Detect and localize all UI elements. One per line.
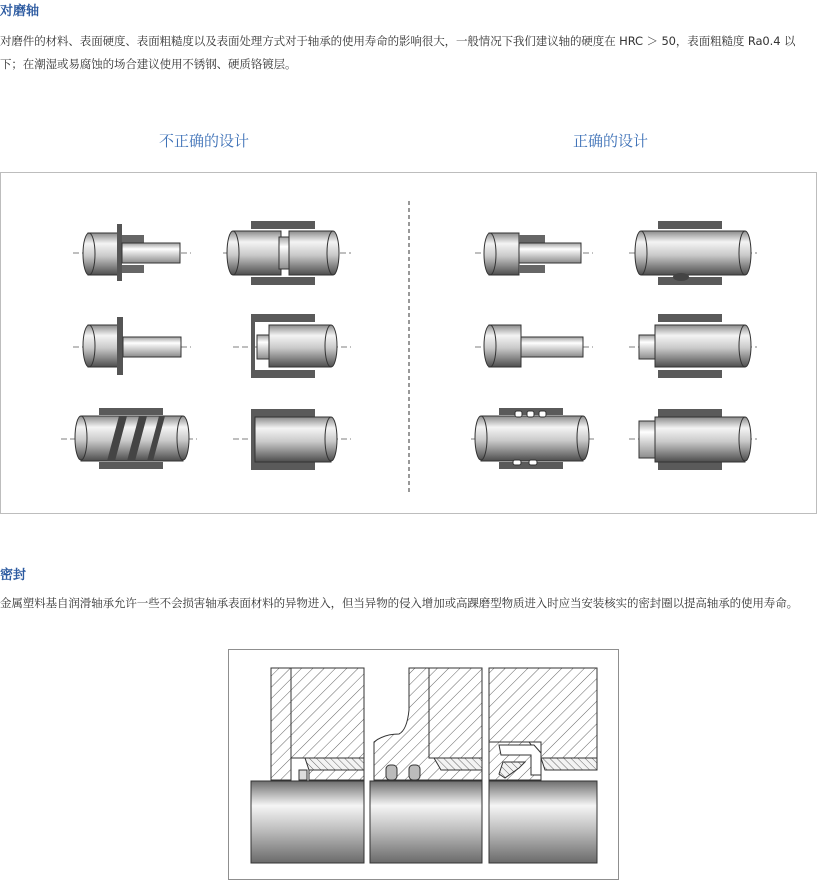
incorrect-shaft-split-sleeve [223, 221, 351, 285]
correct-shaft-flange-long [475, 325, 593, 367]
seal-variant-2 [370, 668, 482, 863]
correct-shaft-stepped-journal [629, 409, 757, 470]
seal-variant-1 [251, 668, 364, 863]
correct-shaft-sleeve-with-lube [629, 221, 757, 285]
shaft-design-figure [0, 172, 817, 514]
correct-shaft-stepped-housing [629, 314, 757, 378]
seal-variant-3 [489, 668, 597, 863]
section-title-mating-shaft: 对磨轴 [0, 4, 40, 19]
incorrect-shaft-stepped-housing [233, 314, 351, 378]
incorrect-shaft-flange-long [73, 317, 191, 375]
caption-correct-design: 正确的设计 [573, 132, 649, 150]
correct-shaft-lube-pockets [471, 408, 597, 469]
caption-incorrect-design: 不正确的设计 [159, 132, 250, 150]
incorrect-shaft-blind-housing [233, 409, 351, 470]
section-title-seal: 密封 [0, 568, 27, 583]
seal-figure [228, 649, 619, 880]
incorrect-shaft-helical-groove [61, 408, 197, 469]
correct-shaft-flange-short [475, 233, 593, 275]
section-body-mating-shaft: 对磨件的材料、表面硬度、表面粗糙度以及表面处理方式对于轴承的使用寿命的影响很大，一般情况下我们建议轴的硬度在 HRC ＞ 50，表面粗糙度 Ra0.4 以下；在潮湿或易腐蚀的场合建议使用不锈钢、硬质铬镀层。 [0, 34, 796, 71]
section-body-seal: 金属塑料基自润滑轴承允许一些不会损害轴承表面材料的异物进入，但当异物的侵入增加或高踝磨型物质进入时应当安装核实的密封圈以提高轴承的使用寿命。 [0, 596, 798, 610]
incorrect-shaft-flange-short [73, 224, 191, 281]
